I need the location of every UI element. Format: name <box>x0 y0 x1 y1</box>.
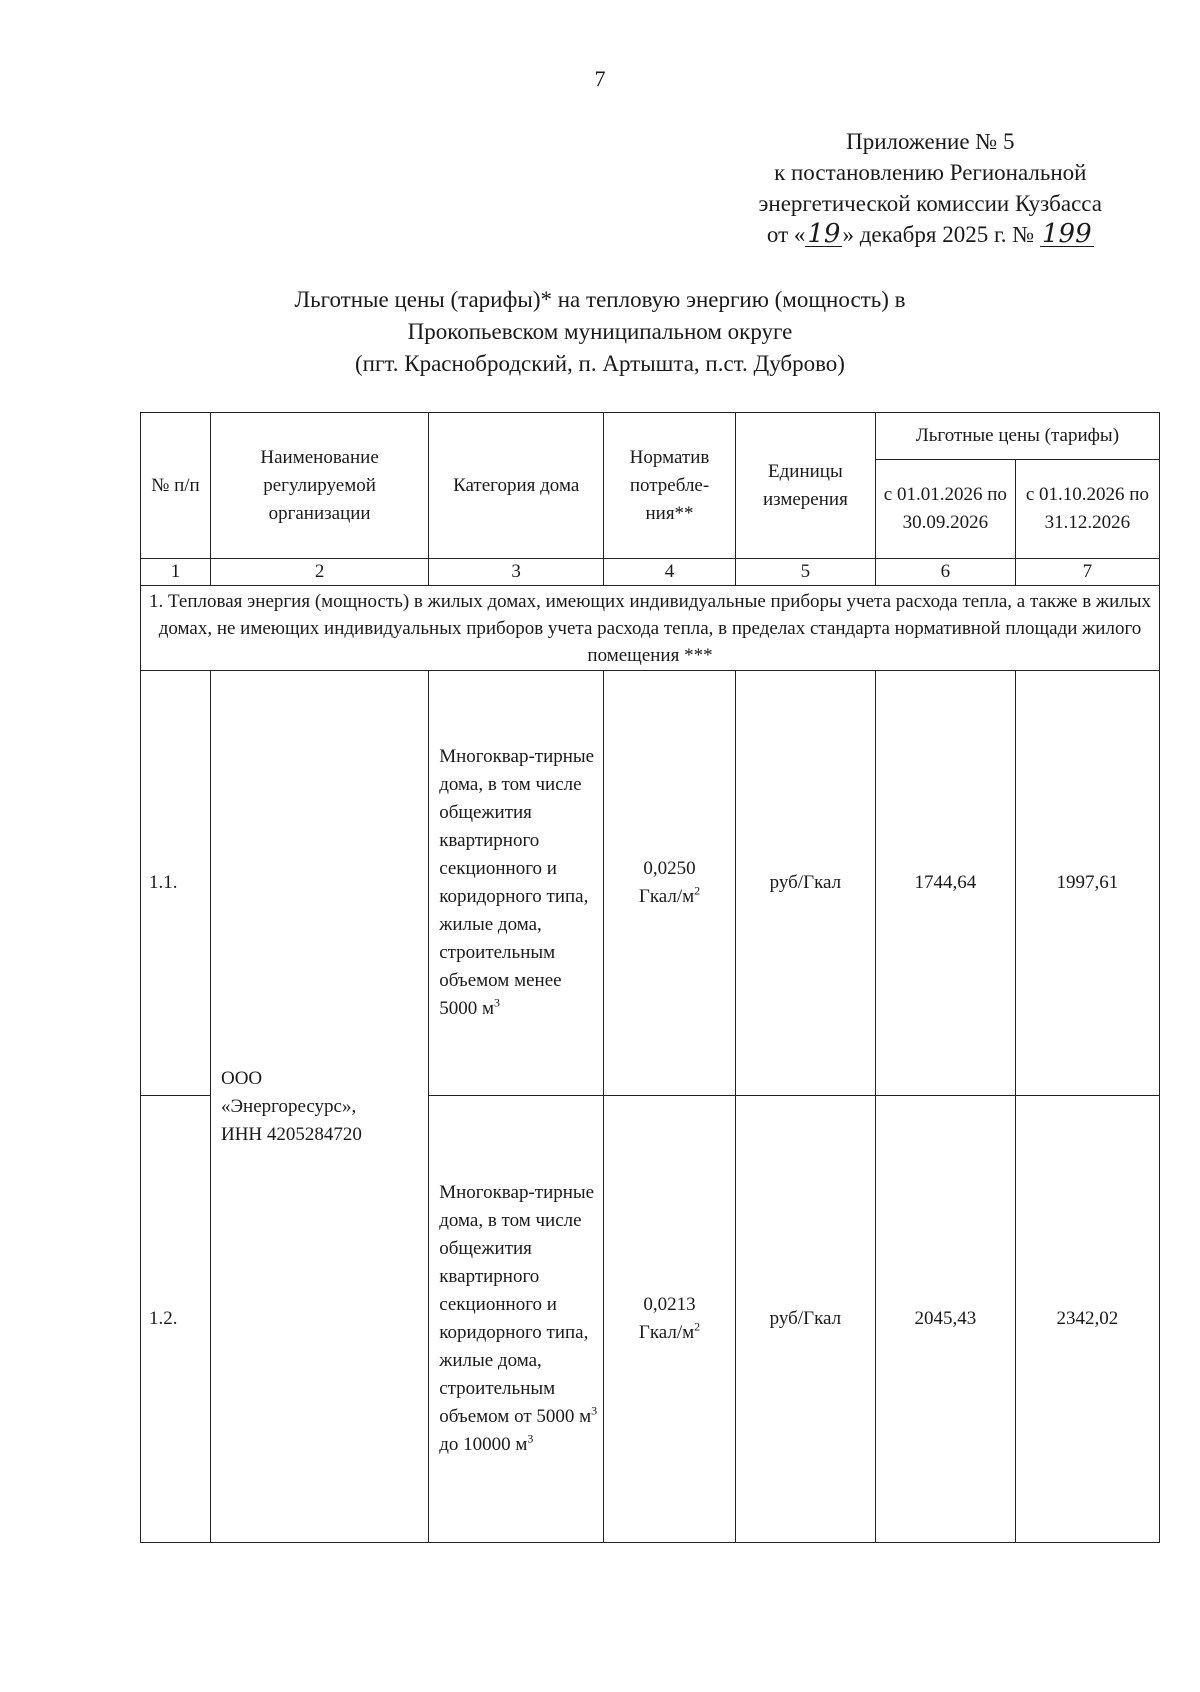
section-row <box>141 586 1160 671</box>
column-number: 6 <box>875 559 1015 586</box>
norm-value: 0,0250 <box>643 858 696 879</box>
category-sup: 3 <box>493 995 500 1010</box>
row-number: 1.2. <box>141 1096 211 1543</box>
organization-cell <box>210 671 428 1543</box>
price-cell-1: 1744,64 <box>875 671 1015 1096</box>
column-number-row <box>141 559 1160 586</box>
norm-cell <box>604 671 736 1096</box>
norm-cell <box>604 1096 736 1543</box>
header-col-7: с 01.10.2026 по 31.12.2026 <box>1015 460 1159 559</box>
title-line-3: (пгт. Краснобродский, п. Артышта, п.ст. Дуброво) <box>355 351 845 376</box>
appendix-line-3: энергетической комиссии Кузбасса <box>758 191 1102 216</box>
column-number: 5 <box>735 559 875 586</box>
appendix-date-line <box>759 219 1102 250</box>
category-cell <box>429 1096 604 1543</box>
column-number: 2 <box>210 559 428 586</box>
column-number: 4 <box>604 559 736 586</box>
price-cell-1: 2045,43 <box>875 1096 1015 1543</box>
header-price-group: Льготные цены (тарифы) <box>875 413 1159 460</box>
org-line-1: ООО <box>220 1067 263 1089</box>
document-title <box>170 284 1030 380</box>
section-heading: 1. Тепловая энергия (мощность) в жилых домах, имеющих индивидуальные приборы учета расхода тепла, а также в жилых домах, не имеющих индивидуальных приборов учета расхода тепла, в пределах стандарта нормативной площади жилого помещения *** <box>141 586 1160 671</box>
title-line-1: Льготные цены (тарифы)* на тепловую энергию (мощность) в <box>294 287 906 312</box>
date-prefix: от « <box>766 222 806 247</box>
column-number: 7 <box>1015 559 1159 586</box>
header-col-2: Наименование регулируемой организации <box>210 413 428 559</box>
row-number: 1.1. <box>141 671 211 1096</box>
page-number: 7 <box>594 66 606 91</box>
header-col-3: Категория дома <box>429 413 604 559</box>
header-col-1: № п/п <box>141 413 211 559</box>
category-tail: до 10000 м <box>439 1434 528 1455</box>
price-cell-2: 2342,02 <box>1015 1096 1159 1543</box>
handwritten-number: 199 <box>1042 219 1092 249</box>
org-line-2: «Энергоресурс», <box>220 1095 357 1117</box>
header-col-6: с 01.01.2026 по 30.09.2026 <box>875 460 1015 559</box>
category-sup: 3 <box>591 1403 598 1418</box>
norm-sup: 2 <box>694 883 701 898</box>
norm-sup: 2 <box>694 1319 701 1334</box>
unit-cell: руб/Гкал <box>735 671 875 1096</box>
category-tail-sup: 3 <box>527 1431 534 1446</box>
norm-unit: Гкал/м <box>638 886 695 907</box>
unit-cell: руб/Гкал <box>735 1096 875 1543</box>
appendix-header <box>759 126 1102 250</box>
appendix-line-1: Приложение № 5 <box>846 129 1015 154</box>
header-row <box>141 413 1160 460</box>
title-line-2: Прокопьевском муниципальном округе <box>407 319 793 344</box>
category-cell <box>429 671 604 1096</box>
tariff-table <box>140 412 1160 1543</box>
price-cell-2: 1997,61 <box>1015 671 1159 1096</box>
norm-unit: Гкал/м <box>638 1322 695 1343</box>
date-middle: » декабря 2025 г. № <box>842 222 1035 247</box>
header-col-5: Единицы измерения <box>735 413 875 559</box>
category-text: Многоквар-тирные дома, в том числе общежития квартирного секционного и коридорного типа, жилые дома, строительным объемом менее 5000 м <box>439 746 595 1019</box>
column-number: 1 <box>141 559 211 586</box>
norm-value: 0,0213 <box>643 1294 696 1315</box>
table-row <box>141 671 1160 1096</box>
handwritten-day: 19 <box>807 219 841 249</box>
appendix-line-2: к постановлению Региональной <box>774 160 1087 185</box>
org-line-3: ИНН 4205284720 <box>220 1123 362 1145</box>
header-col-4: Норматив потребле-ния** <box>604 413 736 559</box>
column-number: 3 <box>429 559 604 586</box>
category-text: Многоквар-тирные дома, в том числе общежития квартирного секционного и коридорного типа, жилые дома, строительным объемом от 5000 м <box>439 1182 595 1427</box>
